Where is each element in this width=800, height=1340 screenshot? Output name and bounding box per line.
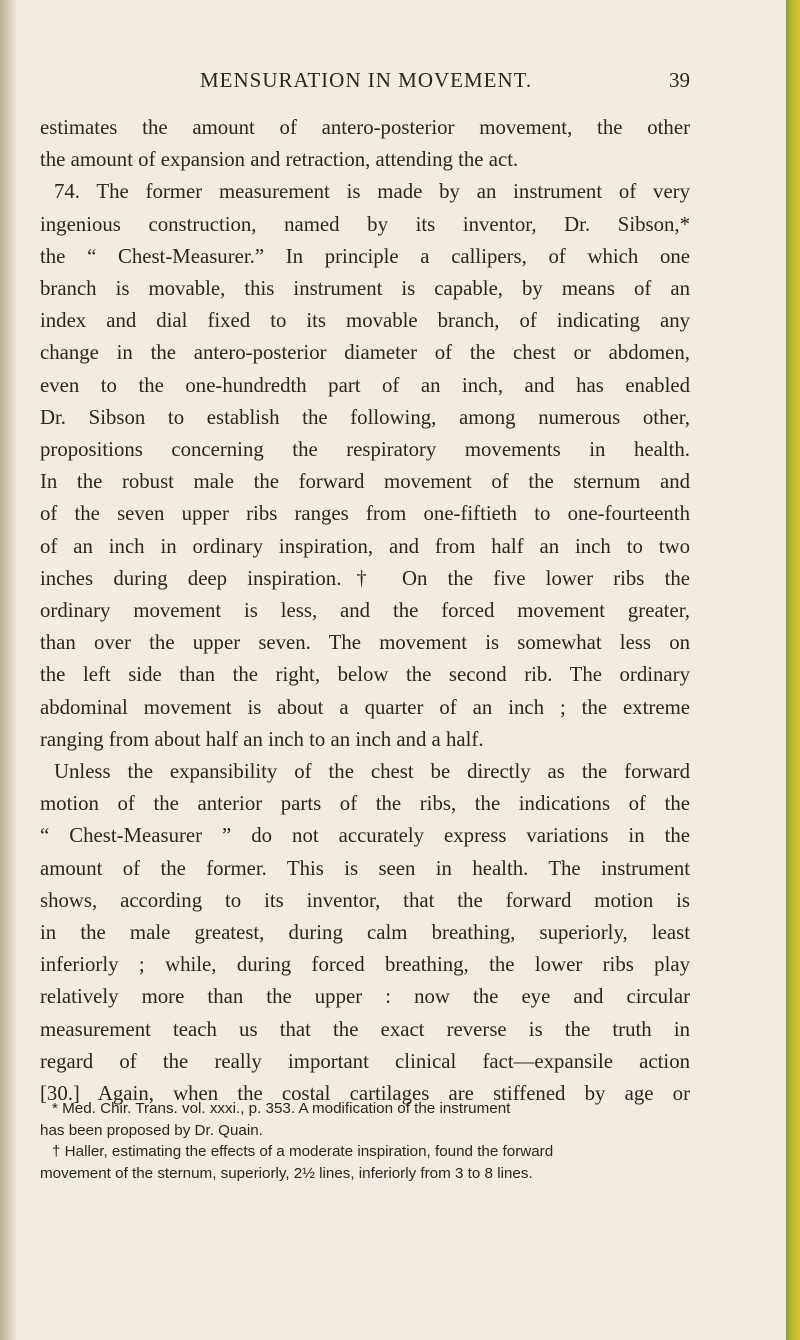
text-line: ingenious construction, named by its inventor, Dr. Sibson,*	[40, 212, 690, 236]
footnote-line: movement of the sternum, superiorly, 2½ lines, inferiorly from 3 to 8 lines.	[40, 1164, 533, 1182]
footnote-line: has been proposed by Dr. Quain.	[40, 1121, 263, 1139]
page-header	[40, 68, 690, 98]
text-line: shows, according to its inventor, that the forward motion is	[40, 888, 690, 912]
text-line: 74. The former measurement is made by an instrument of very	[54, 180, 690, 204]
text-line: in the male greatest, during calm breathing, superiorly, least	[40, 921, 690, 945]
text-line: [30.] Again, when the costal cartilages are stiffened by age or	[40, 1082, 690, 1106]
page-gutter-shadow	[0, 0, 16, 1340]
text-line: of the seven upper ribs ranges from one-fiftieth to one-fourteenth	[40, 502, 690, 526]
text-line: inferiorly ; while, during forced breathing, the lower ribs play	[40, 953, 690, 977]
footnotes	[40, 1098, 700, 1184]
running-title: MENSURATION IN MOVEMENT.	[200, 68, 533, 92]
page-number: 39	[669, 68, 690, 92]
text-line: ordinary movement is less, and the forced movement greater,	[40, 599, 690, 623]
text-line: abdominal movement is about a quarter of an inch ; the extreme	[40, 695, 690, 719]
text-line: inches during deep inspiration.† On the five lower ribs the	[40, 566, 690, 590]
text-line: amount of the former. This is seen in health. The instrument	[40, 856, 690, 880]
text-line: the left side than the right, below the second rib. The ordinary	[40, 663, 690, 687]
text-line: even to the one-hundredth part of an inch, and has enabled	[40, 373, 690, 397]
book-edge	[786, 0, 800, 1340]
text-line: estimates the amount of antero-posterior movement, the other	[40, 116, 690, 139]
text-line: Unless the expansibility of the chest be directly as the forward	[54, 760, 690, 784]
text-line: of an inch in ordinary inspiration, and from half an inch to two	[40, 534, 690, 558]
text-line: “ Chest-Measurer ” do not accurately express variations in the	[40, 824, 690, 848]
text-line: In the robust male the forward movement of the sternum and	[40, 470, 690, 494]
footnote-line: * Med. Chir. Trans. vol. xxxi., p. 353. A modification of the instrument	[52, 1100, 511, 1117]
text-line: change in the antero-posterior diameter of the chest or abdomen,	[40, 341, 690, 365]
text-line: the amount of expansion and retraction, attending the act.	[40, 148, 519, 172]
text-line: branch is movable, this instrument is capable, by means of an	[40, 277, 690, 301]
text-line: ranging from about half an inch to an inch and a half.	[40, 727, 484, 751]
text-line: the “ Chest-Measurer.” In principle a callipers, of which one	[40, 244, 690, 268]
text-line: index and dial fixed to its movable branch, of indicating any	[40, 309, 690, 333]
text-line: relatively more than the upper : now the eye and circular	[40, 985, 690, 1009]
text-line: regard of the really important clinical fact—expansile action	[40, 1049, 690, 1073]
body-text	[40, 112, 690, 1110]
text-line: motion of the anterior parts of the ribs, the indications of the	[40, 792, 690, 816]
text-line: Dr. Sibson to establish the following, among numerous other,	[40, 405, 690, 429]
text-line: measurement teach us that the exact reverse is the truth in	[40, 1017, 690, 1041]
text-line: than over the upper seven. The movement is somewhat less on	[40, 631, 690, 655]
footnote-line: † Haller, estimating the effects of a moderate inspiration, found the forward	[52, 1143, 554, 1160]
text-line: propositions concerning the respiratory movements in health.	[40, 438, 690, 462]
